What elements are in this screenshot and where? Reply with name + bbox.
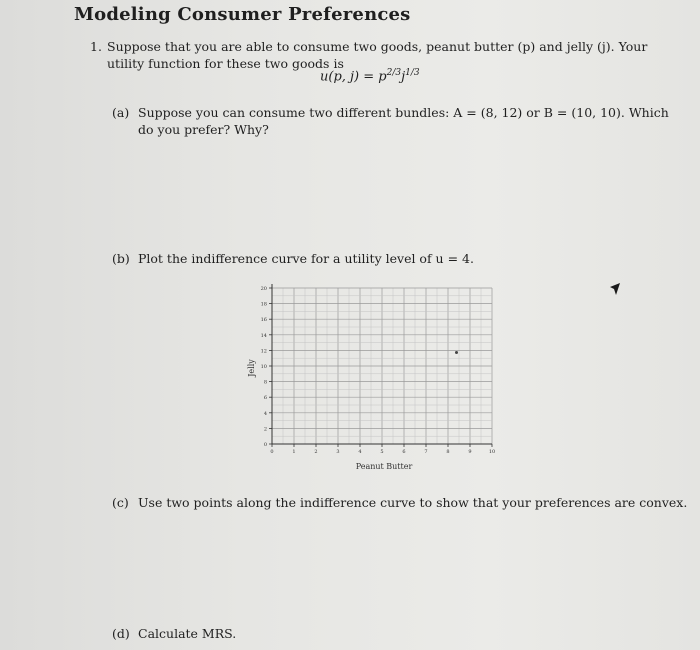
x-tick-label: 1 (292, 449, 296, 455)
question-text: Suppose that you are able to consume two goods, peanut butter (p) and jelly (j). Your utility function for these two goods is (107, 39, 648, 71)
x-tick-label: 5 (380, 449, 384, 455)
part-a-text: Suppose you can consume two different bundles: A = (8, 12) or B = (10, 10). Which do you prefer? Why? (138, 105, 669, 137)
y-tick-label: 4 (263, 410, 267, 417)
cursor-arrow-icon (606, 281, 622, 297)
y-tick-label: 14 (260, 332, 267, 339)
stray-mark (455, 351, 458, 354)
y-tick-label: 16 (260, 317, 267, 324)
y-tick-label: 6 (263, 395, 267, 402)
y-tick-label: 12 (260, 348, 267, 355)
part-a-label: (a) (112, 105, 130, 120)
part-d-text: Calculate MRS. (138, 626, 237, 641)
x-tick-label: 9 (468, 449, 472, 455)
part-b-label: (b) (112, 251, 130, 266)
utility-formula: u(p, $j) = p^{2/3}j^{1/3}$ (320, 68, 420, 85)
indifference-curve-grid (240, 276, 500, 476)
y-tick-labels (261, 286, 267, 448)
x-tick-label: 7 (424, 449, 428, 455)
y-tick-label: 10 (260, 364, 267, 370)
part-c-text: Use two points along the indifference curve to show that your preferences are convex. (138, 495, 688, 510)
x-tick-label: 6 (402, 449, 406, 455)
x-tick-label: 2 (314, 449, 318, 455)
x-tick-label: 4 (358, 449, 362, 455)
part-c-label: (c) (112, 495, 129, 510)
page-title: Modeling Consumer Preferences (74, 4, 411, 25)
y-tick-label: 18 (260, 301, 267, 308)
x-tick-label: 8 (446, 449, 450, 455)
y-tick-label: 20 (260, 286, 267, 292)
y-tick-label: 2 (263, 426, 267, 433)
plot-grid (272, 288, 492, 444)
y-tick-label: 0 (263, 442, 267, 448)
part-d-label: (d) (112, 626, 130, 641)
y-tick-label: 8 (263, 379, 267, 386)
x-tick-label: 0 (270, 449, 274, 455)
question-number: 1. (90, 39, 102, 54)
part-b-text: Plot the indifference curve for a utility level of u = 4. (138, 251, 474, 266)
x-tick-label: 3 (336, 449, 340, 455)
x-tick-labels (270, 449, 495, 455)
y-axis-label: Jelly (247, 359, 256, 377)
x-tick-label: 10 (488, 449, 496, 455)
x-axis-label: Peanut Butter (355, 462, 413, 471)
plot-axes (269, 284, 492, 447)
